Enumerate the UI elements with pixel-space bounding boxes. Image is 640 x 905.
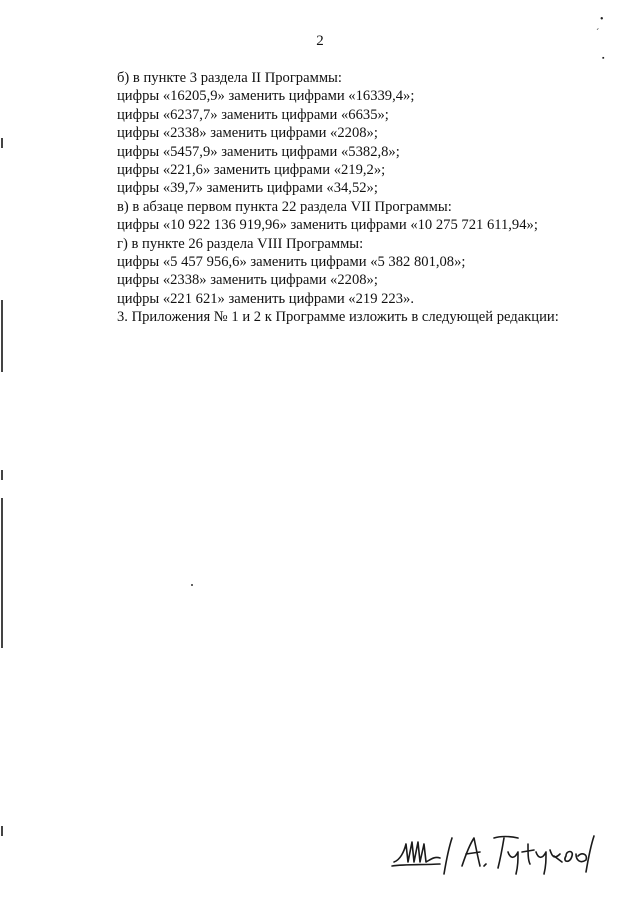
- scan-mark: [1, 300, 3, 372]
- amendment-text: [117, 69, 617, 327]
- text-line: цифры «16205,9» заменить цифрами «16339,4»;: [117, 88, 415, 105]
- text-line: цифры «6237,7» заменить цифрами «6635»;: [117, 106, 389, 123]
- page-number: 2: [316, 33, 324, 49]
- text-line: цифры «5457,9» заменить цифрами «5382,8»;: [117, 143, 400, 160]
- scan-mark: [1, 470, 3, 480]
- text-line: цифры «10 922 136 919,96» заменить цифрами «10 275 721 611,94»;: [117, 217, 538, 234]
- scan-mark: [1, 498, 3, 648]
- scan-speck: ˊ: [596, 28, 600, 39]
- handwritten-signature: [390, 822, 610, 882]
- text-line: цифры «2338» заменить цифрами «2208»;: [117, 272, 378, 289]
- scan-speck: [191, 584, 193, 586]
- text-line: цифры «2338» заменить цифрами «2208»;: [117, 125, 378, 142]
- text-line: цифры «221,6» заменить цифрами «219,2»;: [117, 162, 386, 179]
- text-line: цифры «221 621» заменить цифрами «219 223».: [117, 290, 414, 307]
- text-line: цифры «39,7» заменить цифрами «34,52»;: [117, 180, 378, 197]
- text-line: 3. Приложения № 1 и 2 к Программе изложить в следующей редакции:: [117, 309, 559, 326]
- text-line: б) в пункте 3 раздела II Программы:: [117, 70, 342, 86]
- scan-edge-marks: [0, 0, 8, 905]
- scan-speck: •: [600, 14, 604, 25]
- scan-mark: [1, 826, 3, 836]
- text-line: г) в пункте 26 раздела VIII Программы:: [117, 235, 364, 252]
- text-line: цифры «5 457 956,6» заменить цифрами «5 382 801,08»;: [117, 254, 466, 271]
- scan-mark: [1, 138, 3, 148]
- scan-speck: ▪: [602, 54, 605, 62]
- text-line: в) в абзаце первом пункта 22 раздела VII Программы:: [117, 198, 452, 215]
